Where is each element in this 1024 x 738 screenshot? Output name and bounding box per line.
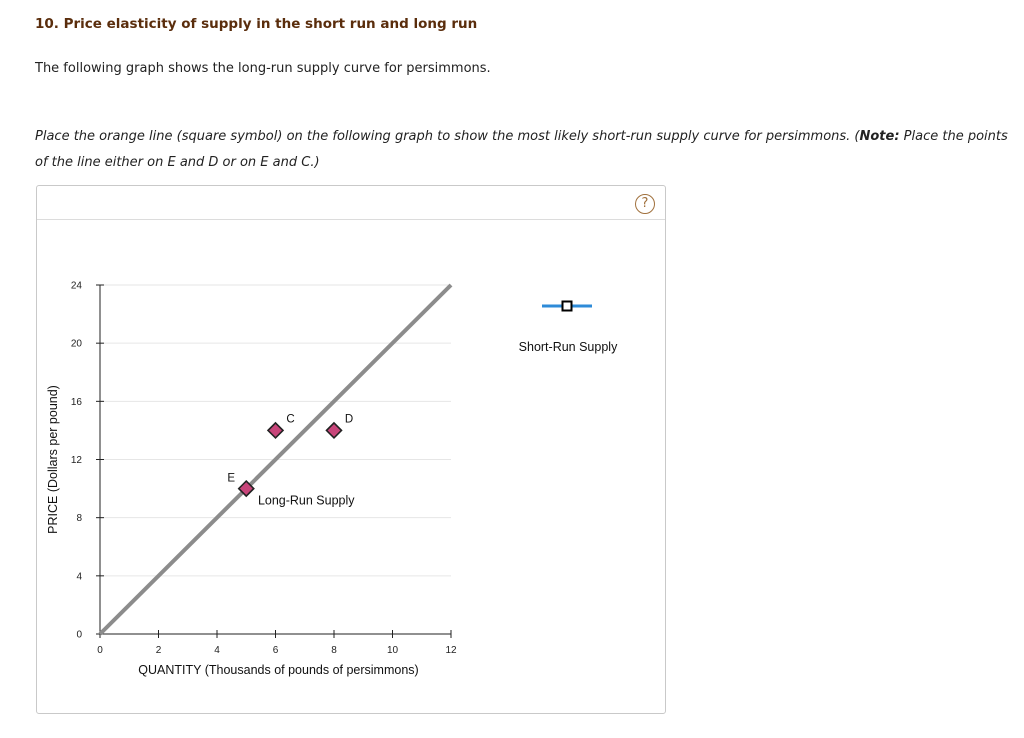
y-tick-label: 16: [70, 396, 82, 408]
y-axis-title: PRICE (Dollars per pound): [46, 385, 60, 534]
instruction-part2: Place the points of the line either on E and D or on E and C.): [35, 129, 1008, 170]
x-tick-label: 6: [272, 645, 279, 656]
point-d-label: D: [344, 413, 354, 426]
point-e-label: E: [227, 472, 236, 485]
point-d-marker[interactable]: [327, 423, 342, 438]
x-axis-title: QUANTITY (Thousands of pounds of persimmons): [138, 663, 419, 677]
x-tick-label: 4: [214, 645, 220, 656]
point-c-marker[interactable]: [268, 423, 283, 438]
x-tick-label: 12: [445, 645, 457, 656]
point-layer[interactable]: [227, 413, 353, 496]
instruction-text: [35, 124, 1020, 176]
question-title: 10. Price elasticity of supply in the short run and long run: [35, 16, 478, 32]
x-tick-label: 8: [331, 645, 337, 656]
point-c-label: C: [286, 413, 295, 426]
intro-text: The following graph shows the long-run supply curve for persimmons.: [35, 61, 491, 76]
x-tick-label: 2: [155, 645, 162, 656]
graph-panel: [36, 185, 666, 714]
x-tick-label: 10: [386, 645, 399, 656]
short-run-supply-tool-square[interactable]: [563, 302, 572, 311]
y-tick-label: 8: [76, 513, 82, 525]
instruction-part1: Place the orange line (square symbol) on the following graph to show the most likely short-run supply curve for persimmons. (: [35, 129, 860, 144]
long-run-supply-label: Long-Run Supply: [257, 493, 355, 508]
instruction-note: Note:: [859, 129, 900, 144]
x-tick-label: 0: [97, 645, 103, 656]
supply-chart: [37, 186, 667, 715]
y-tick-label: 12: [70, 455, 82, 466]
legend-layer[interactable]: [519, 302, 618, 355]
short-run-supply-legend-label: Short-Run Supply: [518, 340, 618, 354]
y-tick-label: 0: [76, 629, 82, 641]
y-tick-label: 20: [70, 338, 82, 350]
y-tick-label: 4: [76, 571, 82, 583]
help-icon[interactable]: ?: [635, 194, 655, 214]
y-tick-label: 24: [70, 280, 82, 292]
